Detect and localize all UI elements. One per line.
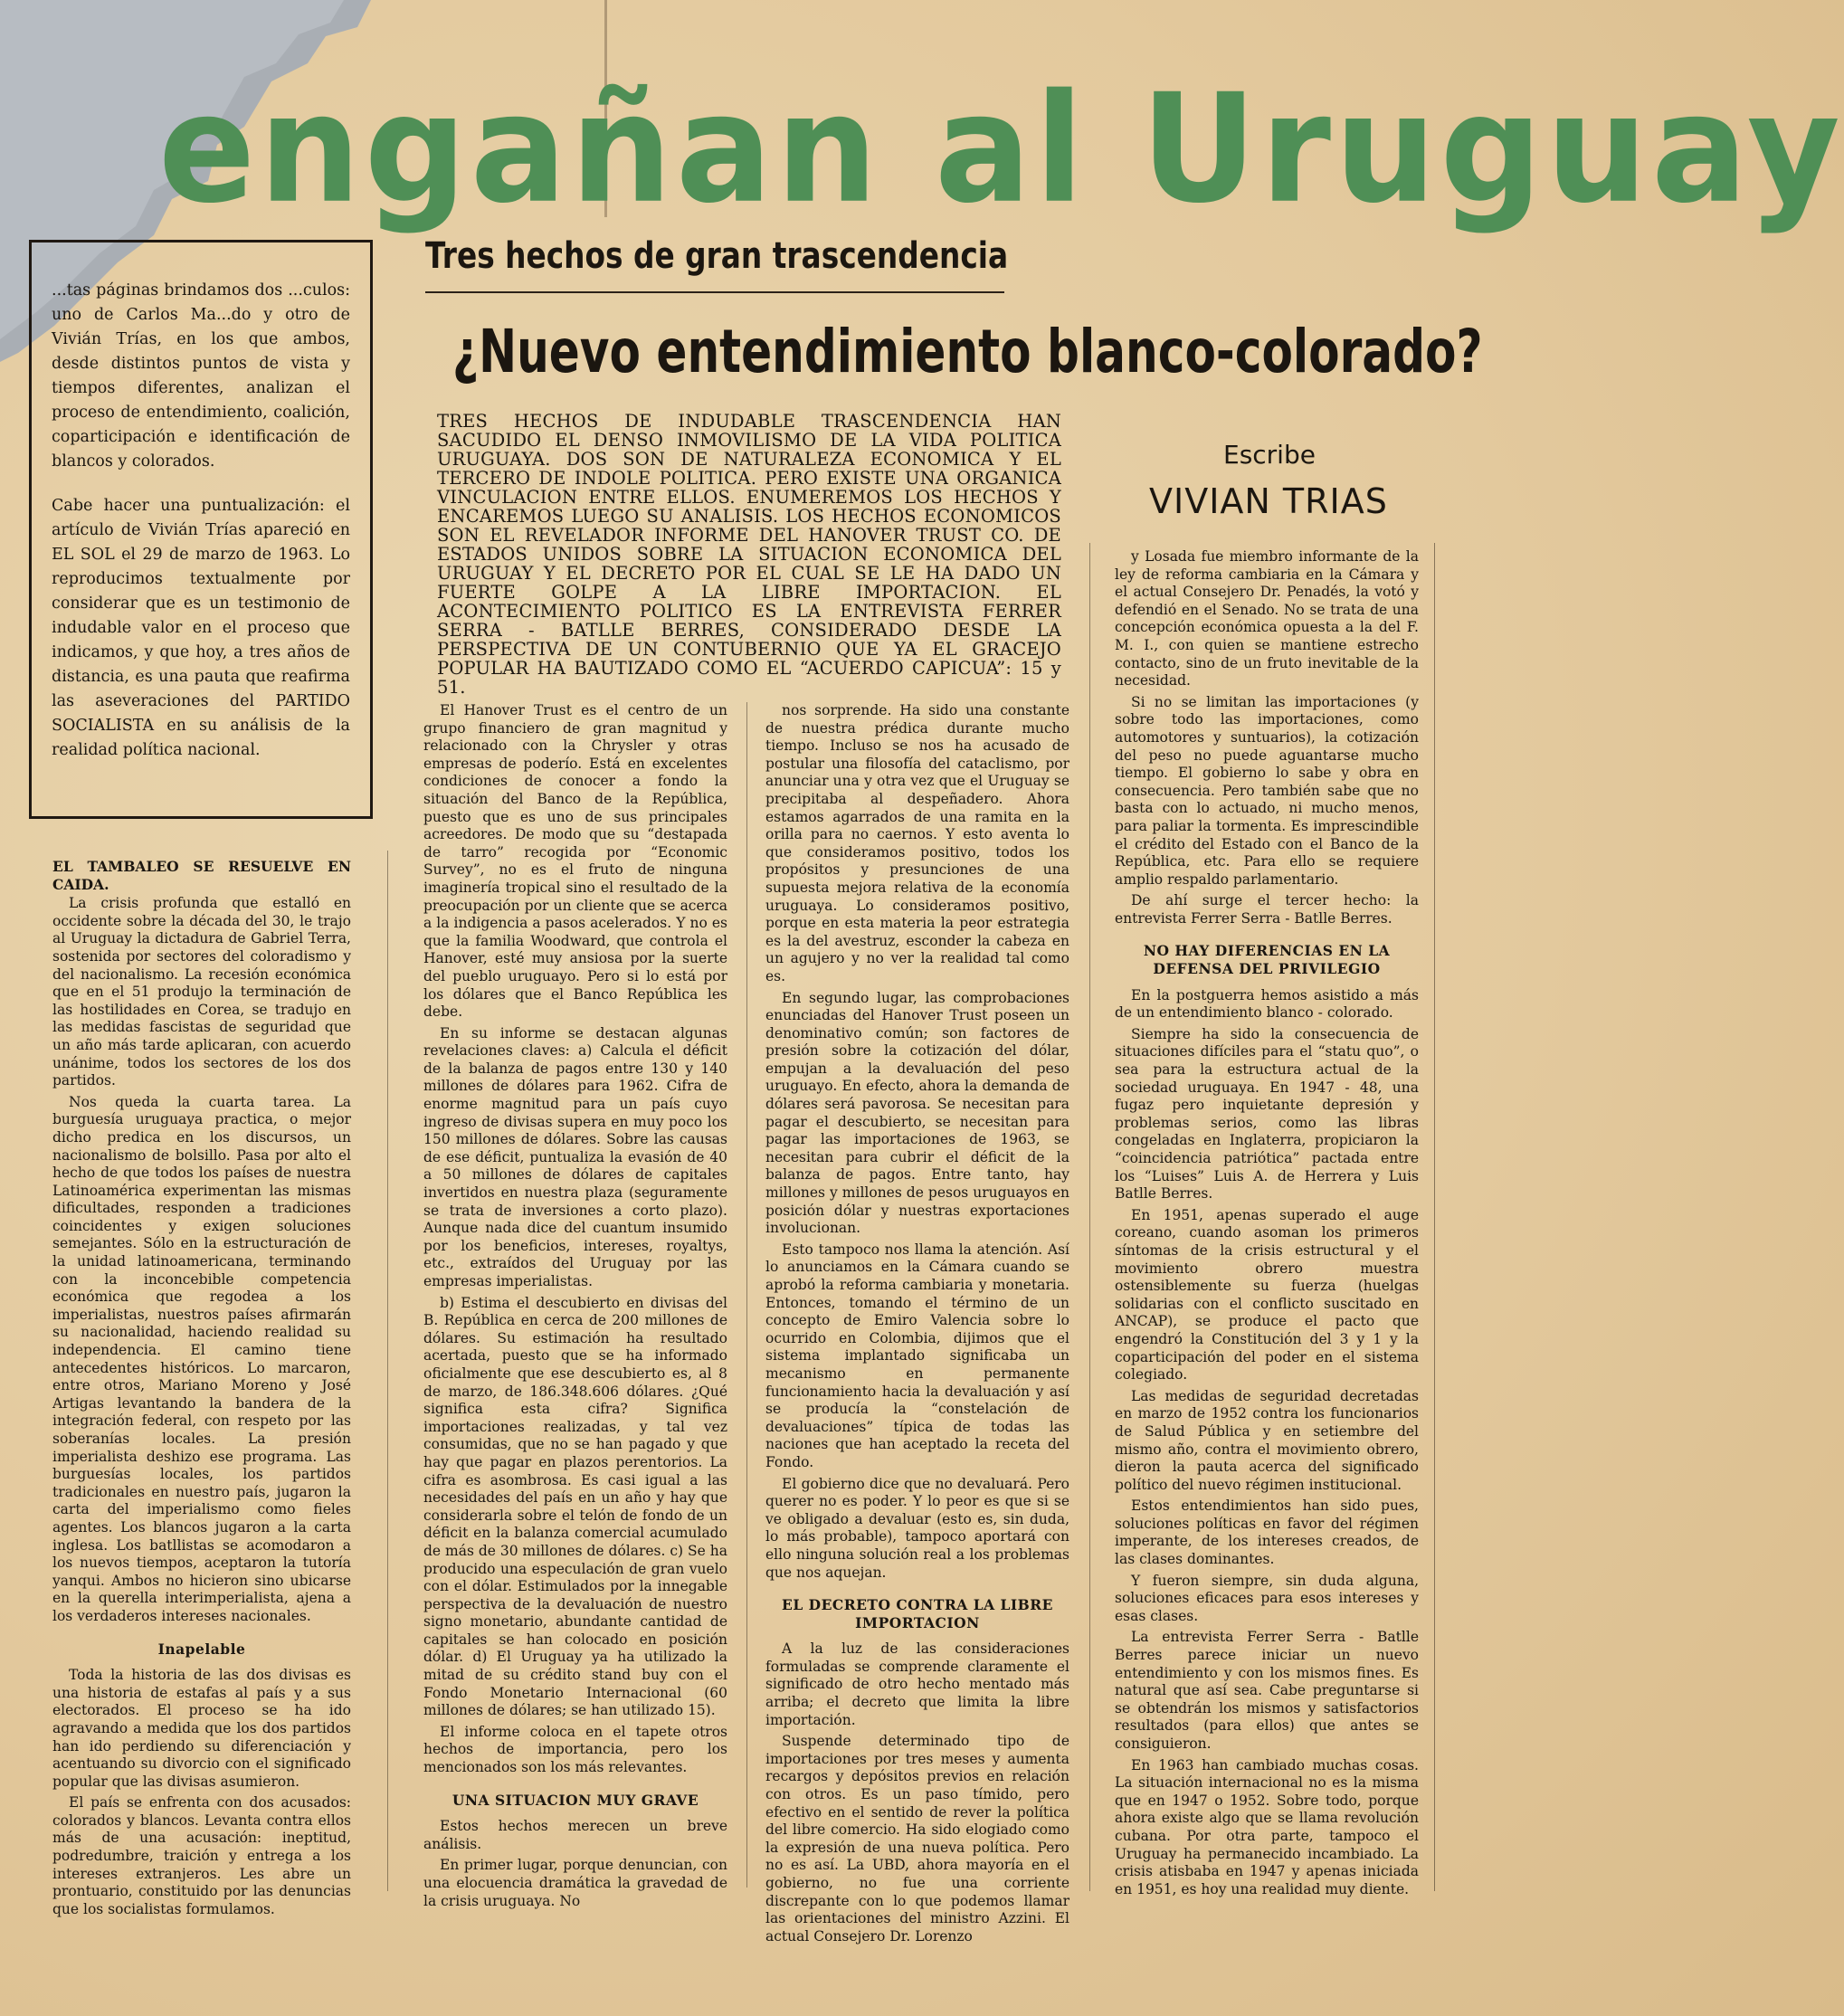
column-3 [765,702,1069,1949]
editorial-box-paragraph: Cabe hacer una puntualización: el artículo de Vivián Trías apareció en EL SOL el 29 de marzo de 1963. Lo reproducimos textualmente por considerar que es un testimonio de indudable valor en el proceso que indicamos, y que hoy, a tres años de distancia, es una pauta que reafirma las aseveraciones del PARTIDO SOCIALISTA en su análisis de la realidad política nacional. [52,497,350,759]
section-heading: UNA SITUACION MUY GRAVE [451,1791,699,1809]
section-heading: EL DECRETO CONTRA LA LIBRE IMPORTACION [782,1596,1053,1631]
column-1 [52,858,351,1922]
column-divider [746,702,747,1888]
paragraph: Las medidas de seguridad decretadas en marzo de 1952 contra los funcionarios de Salud Pública y en setiembre del mismo año, contra el movimiento obrero, dieron la pauta acerca del significado político del nuevo régimen institucional. [1115,1387,1419,1493]
paragraph: Si no se limitan las importaciones (y sobre todo las importaciones, como automotores y suntuarios), la cotización del peso no puede aguantarse mucho tiempo. El gobierno lo sabe y obra en consecuencia. Pero también sabe que no basta con lo actuado, ni mucho menos, para paliar la tormenta. Es imprescindible el crédito del Estado con el Banco de la República, etc. Para ello se requiere amplio respaldo parlamentario. [1115,693,1419,888]
paragraph: b) Estima el descubierto en divisas del B. República en cerca de 200 millones de dólares. Su estimación ha resultado acertada, puesto que se ha informado oficialmente que ese descubierto es, al 8 de marzo, de 186.348.606 dólares. ¿Qué significa esta cifra? Significa importaciones realizadas, y tal vez consumidas, que no se han pagado y que hay que pagar en plazos perentorios. La cifra es asombrosa. Es casi igual a las necesidades del país en un año y hay que considerarla sobre el telón de fondo de un déficit en la balanza comercial acumulado de más de 30 millones de dólares. c) Se ha producido una especulación de gran vuelo con el dólar. Estimulados por la innegable perspectiva de la devaluación de nuestro signo monetario, abundante cantidad de capitales se han colocado en posición dólar. d) El Uruguay ya ha utilizado la mitad de su crédito stand buy con el Fondo Monetario Internacional (60 millones de dólares; se han utilizado 15). [423,1294,727,1719]
paragraph: El Hanover Trust es el centro de un grupo financiero de gran magnitud y relacionado con la Chrysler y otras empresas de poderío. Está en excelentes condiciones de conocer a fondo la situación del Banco de la República, puesto que es uno de sus principales acreedores. De modo que su “destapada de tarro” recogida por “Economic Survey”, no es el fruto de ninguna imaginería tropical sino el resultado de la preocupación por un cliente que se acerca a la indigencia a pasos acelerados. Y no es que la familia Woodward, que controla el Hanover, esté muy ansiosa por la suerte del pueblo uruguayo. Pero si lo está por los dólares que el Banco República les debe. [423,702,727,1021]
paragraph: En 1951, apenas superado el auge coreano, cuando asoman los primeros síntomas de la crisis estructural y el movimiento obrero muestra ostensiblemente su fuerza (huelgas solidarias con el conflicto suscitado en ANCAP), se produce el pacto que engendró la Constitución del 3 y 1 y la coparticipación del poder en el sistema colegiado. [1115,1206,1419,1384]
paragraph: La crisis profunda que estalló en occidente sobre la década del 30, le trajo al Uruguay la dictadura de Gabriel Terra, sostenida por sectores del coloradismo y del nacionalismo. La recesión económica que en el 51 produjo la terminación de las hostilidades en Corea, se tradujo en las medidas fascistas de seguridad que un año más tarde aplicaran, con acuerdo unánime, todos los sectores de los dos partidos. [52,895,351,1089]
column-4 [1115,548,1419,1902]
paragraph: Toda la historia de las dos divisas es una historia de estafas al país y a sus electorados. El proceso se ha ido agravando a medida que los dos partidos han ido perdiendo su diferenciación y acentuando su divorcio con el significado popular que las divisas asumieron. [52,1667,351,1790]
subheadline: Tres hechos de gran trascendencia [425,235,1009,277]
byline-author: VIVIAN TRIAS [1149,481,1388,521]
paragraph: En 1963 han cambiado muchas cosas. La situación internacional no es la misma que en 1947 o 1952. Sobre todo, porque ahora existe algo que se llama revolución cubana. Por otra parte, tampoco el Uruguay ha permanecido incambiado. La crisis atisbaba en 1947 y apenas iniciada en 1951, es hoy una realidad muy diente. [1115,1756,1419,1897]
section-heading: NO HAY DIFERENCIAS EN LA DEFENSA DEL PRIVILEGIO [1143,942,1391,978]
editorial-box [29,240,373,819]
paragraph: El país se enfrenta con dos acusados: colorados y blancos. Levanta contra ellos más de una acusación: ineptitud, podredumbre, traición y entrega a los intereses extranjeros. Les abre un prontuario, constituido por las denuncias que los socialistas formulamos. [52,1794,351,1917]
paragraph: En primer lugar, porque denuncian, con una elocuencia dramática la gravedad de la crisis uruguaya. No [423,1857,727,1909]
paragraph: Estos hechos merecen un breve análisis. [423,1818,727,1852]
lead-paragraph: TRES HECHOS DE INDUDABLE TRASCENDENCIA HAN SACUDIDO EL DENSO INMOVILISMO DE LA VIDA POLITICA URUGUAYA. DOS SON DE NATURALEZA ECONOMICA Y EL TERCERO DE INDOLE POLITICA. PERO EXISTE UNA ORGANICA VINCULACION ENTRE ELLOS. ENUMEREMOS LOS HECHOS Y ENCAREMOS LUEGO SU ANALISIS. LOS HECHOS ECONOMICOS SON EL REVELADOR INFORME DEL HANOVER TRUST CO. DE ESTADOS UNIDOS SOBRE LA SITUACION ECONOMICA DEL URUGUAY Y EL DECRETO POR EL CUAL SE LE HA DADO UN FUERTE GOLPE A LA LIBRE IMPORTACION. EL ACONTECIMIENTO POLITICO ES LA ENTREVISTA FERRER SERRA - BATLLE BERRES, CONSIDERADO DESDE LA PERSPECTIVA DE UN CONTUBERNIO QUE YA EL GRACEJO POPULAR HA BAUTIZADO COMO EL “ACUERDO CAPICUA”: 15 y 51. [437,411,1061,698]
column-divider [1089,543,1090,1891]
paragraph: Siempre ha sido la consecuencia de situaciones difíciles para el “statu quo”, o sea para la estructura actual de la sociedad uruguaya. En 1947 - 48, una fugaz pero inquietante depresión y problemas serios, como las libras congeladas en Inglaterra, propiciaron la “coincidencia patriótica” pactada entre los “Luises” Luis A. de Herrera y Luis Batlle Berres. [1115,1025,1419,1203]
headline: engañan al Uruguay [158,62,1844,237]
main-title: ¿Nuevo entendimiento blanco-colorado? [452,317,1483,386]
paragraph: Y fueron siempre, sin duda alguna, soluciones eficaces para esos intereses y esas clases. [1115,1572,1419,1624]
paragraph: En su informe se destacan algunas revelaciones claves: a) Calcula el déficit de la balanza de pagos entre 130 y 140 millones de dólares para 1962. Cifra de enorme magnitud para un país cuyo ingreso de divisas supera en muy poco los 150 millones de dólares. Sobre las causas de ese déficit, puntualiza la evasión de 40 a 50 millones de dólares de capitales invertidos en nuestra plaza (seguramente se trata de inversiones a corto plazo). Aunque nada dice del cuantum insumido por los beneficios, intereses, royaltys, etc., extraídos del Uruguay por las empresas imperialistas. [423,1024,727,1289]
column-2 [423,702,727,1914]
section-heading: Inapelable [157,1640,246,1658]
paragraph: En la postguerra hemos asistido a más de un entendimiento blanco - colorado. [1115,986,1419,1022]
paragraph: A la luz de las consideraciones formuladas se comprende claramente el significado de otro hecho mentado más arriba; el decreto que limita la libre importación. [765,1640,1069,1728]
paragraph: De ahí surge el tercer hecho: la entrevista Ferrer Serra - Batlle Berres. [1115,892,1419,927]
paragraph: y Losada fue miembro informante de la ley de reforma cambiaria en la Cámara y el actual Consejero Dr. Penadés, la votó y defendió en el Senado. No se trata de una concepción económica opuesta a la del F. M. I., con quien se mantiene estrecho contacto, sino de un fruto inevitable de la necesidad. [1115,548,1419,689]
subheadline-rule [425,291,1004,293]
paragraph: Estos entendimientos han sido pues, soluciones políticas en favor del régimen imperante, de los intereses creados, de las clases dominantes. [1115,1498,1419,1568]
paragraph: nos sorprende. Ha sido una constante de nuestra prédica durante mucho tiempo. Incluso se nos ha acusado de postular una filosofía del cataclismo, por anunciar una y otra vez que el Uruguay se precipitaba al despeñadero. Ahora estamos agarrados de una ramita en la orilla para no caernos. Y esto aventa lo que consideramos positivo, todos los propósitos y presunciones de una supuesta mejora relativa de la economía uruguaya. Lo consideramos positivo, porque en esta materia la peor estrategia es la del avestruz, esconder la cabeza en un agujero y no ver la realidad tal como es. [765,702,1069,984]
paragraph: Suspende determinado tipo de importaciones por tres meses y aumenta recargos y depósitos previos en relación con otros. Es un paso tímido, pero efectivo en el sentido de rever la política del libre comercio. Ha sido elogiado como la expresión de una nueva política. Pero no es así. La UBD, ahora mayoría en el gobierno, no fue una corriente discrepante con lo que podemos llamar las orientaciones del ministro Azzini. El actual Consejero Dr. Lorenzo [765,1733,1069,1945]
byline-label: Escribe [1223,440,1316,470]
paragraph: En segundo lugar, las comprobaciones enunciadas del Hanover Trust poseen un denominativo común; son factores de presión sobre la cotización del dólar, empujan a la devaluación del peso uruguayo. En efecto, ahora la demanda de dólares será pavorosa. Se necesitan para pagar el descubierto, se necesitan para pagar las importaciones de 1963, se necesitan para cubrir el déficit de la balanza de pagos. Entre tanto, hay millones y millones de pesos uruguayos en posición dólar y nuestras exportaciones involucionan. [765,989,1069,1237]
paragraph: Nos queda la cuarta tarea. La burguesía uruguaya practica, o mejor dicho predica en los discursos, un nacionalismo de bolsillo. Pasa por alto el hecho de que todos los países de nuestra Latinoamérica experimentan las mismas dificultades, responden a tradiciones coincidentes y exigen soluciones semejantes. Sólo en la estructuración de la unidad latinoamericana, terminando con la inconcebible competencia económica que regodea a los imperialistas, nuestros países afirmarán su nacionalidad, haciendo realidad su independencia. El camino tiene antecedentes históricos. Lo marcaron, entre otros, Mariano Moreno y José Artigas levantando la bandera de la integración federal, con respeto por las soberanías locales. La presión imperialista deshizo ese programa. Las burguesías locales, los partidos tradicionales en nuestro país, jugaron la carta del imperialismo como fieles agentes. Los blancos jugaron a la carta inglesa. Los batllistas se acomodaron a los nuevos tiempos, aceptaron la tutoría yanqui. Ambos no hicieron sino ubicarse en la querella interimperialista, ajena a los verdaderos intereses nacionales. [52,1093,351,1624]
page-edge-rule [1434,543,1435,1891]
paragraph: El informe coloca en el tapete otros hechos de importancia, pero los mencionados son los más relevantes. [423,1723,727,1776]
paragraph: Esto tampoco nos llama la atención. Así lo anunciamos en la Cámara cuando se aprobó la reforma cambiaria y monetaria. Entonces, tomando el término de un concepto de Emiro Valencia sobre lo ocurrido en Colombia, dijimos que el sistema implantado significaba un mecanismo en permanente funcionamiento hacia la devaluación y así se producía la “constelación de devaluaciones” típica de todas las naciones que han aceptado la receta del Fondo. [765,1241,1069,1470]
editorial-box-paragraph: ...tas páginas brindamos dos ...culos: uno de Carlos Ma...do y otro de Vivián Trías, en los que ambos, desde distintos puntos de vista y tiempos diferentes, analizan el proceso de entendimiento, coalición, coparticipación e identificación de blancos y colorados. [52,281,350,471]
paragraph: La entrevista Ferrer Serra - Batlle Berres parece iniciar un nuevo entendimiento y con los mismos fines. Es natural que así sea. Cabe preguntarse si se obtendrán los mismos y satisfactorios resultados (para ellos) que antes se consiguieron. [1115,1629,1419,1752]
paragraph: El gobierno dice que no devaluará. Pero querer no es poder. Y lo peor es que si se ve obligado a devaluar (esto es, sin duda, lo más probable), tampoco aportará con ello ninguna solución real a los problemas que nos aquejan. [765,1475,1069,1581]
column-divider [387,851,388,1891]
section-heading: EL TAMBALEO SE RESUELVE EN CAIDA. [52,858,351,893]
